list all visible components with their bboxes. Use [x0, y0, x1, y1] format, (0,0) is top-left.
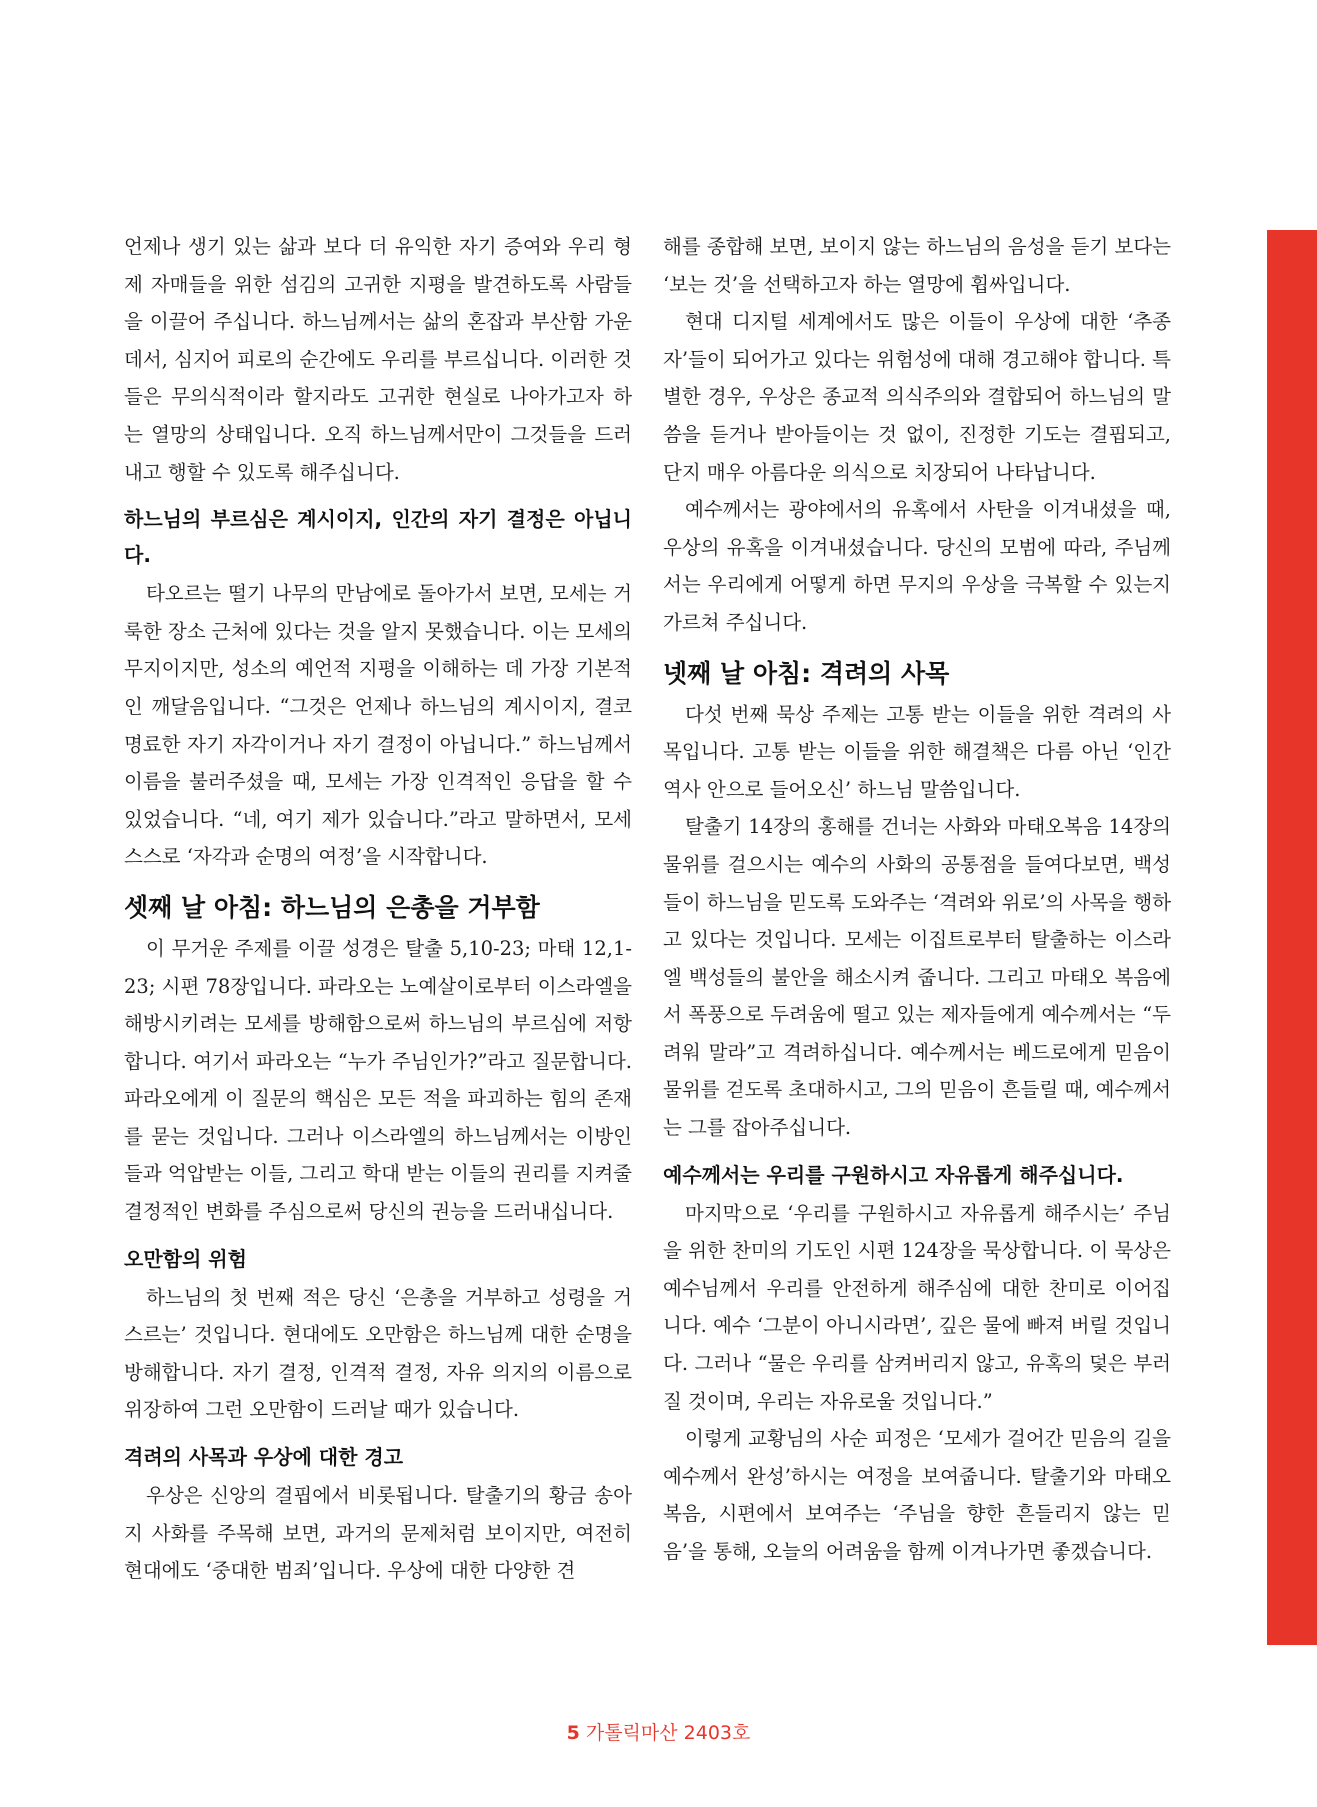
section-heading: 넷째 날 아침: 격려의 사목: [663, 658, 950, 688]
subheading: 하느님의 부르심은 계시이지, 인간의 자기 결정은 아닙니다.: [124, 507, 632, 568]
paragraph: 예수께서는 광야에서의 유혹에서 사탄을 이겨내셨을 때, 우상의 유혹을 이겨내셨습니다. 당신의 모범에 따라, 주님께서는 우리에게 어떻게 하면 무지의 우상을 극복할 수 있는지 가르쳐 주십니다.: [663, 498, 1171, 634]
paragraph: 우상은 신앙의 결핍에서 비롯됩니다. 탈출기의 황금 송아지 사화를 주목해 보면, 과거의 문제처럼 보이지만, 여전히 현대에도 ‘중대한 범죄’입니다. 우상에 대한 다양한 견: [124, 1484, 632, 1583]
paragraph: 해를 종합해 보면, 보이지 않는 하느님의 음성을 듣기 보다는 ‘보는 것’을 선택하고자 하는 열망에 휩싸입니다.: [663, 235, 1171, 296]
right-column: [663, 228, 1171, 1571]
section-heading: 셋째 날 아침: 하느님의 은총을 거부함: [124, 892, 540, 922]
paragraph: 이렇게 교황님의 사순 피정은 ‘모세가 걸어간 믿음의 길을 예수께서 완성’하시는 여정을 보여줍니다. 탈출기와 마태오 복음, 시편에서 보여주는 ‘주님을 향한 흔들리지 않는 믿음’을 통해, 오늘의 어려움을 함께 이겨나가면 좋겠습니다.: [663, 1427, 1171, 1563]
subheading: 격려의 사목과 우상에 대한 경고: [124, 1445, 404, 1470]
subheading: 오만함의 위험: [124, 1246, 247, 1271]
publication-name: 가톨릭마산 2403호: [585, 1722, 751, 1744]
paragraph: 타오르는 떨기 나무의 만남에로 돌아가서 보면, 모세는 거룩한 장소 근처에 있다는 것을 알지 못했습니다. 이는 모세의 무지이지만, 성소의 예언적 지평을 이해하는 데 가장 기본적인 깨달음입니다. “그것은 언제나 하느님의 계시이지, 결코 명료한 자기 자각이거나 자기 결정이 아닙니다.” 하느님께서 이름을 불러주셨을 때, 모세는 가장 인격적인 응답을 할 수 있었습니다. “네, 여기 제가 있습니다.”라고 말하면서, 모세 스스로 ‘자각과 순명의 여정’을 시작합니다.: [124, 582, 632, 869]
subheading: 예수께서는 우리를 구원하시고 자유롭게 해주십니다.: [663, 1162, 1124, 1187]
paragraph: 언제나 생기 있는 삶과 보다 더 유익한 자기 증여와 우리 형제 자매들을 위한 섬김의 고귀한 지평을 발견하도록 사람들을 이끌어 주십니다. 하느님께서는 삶의 혼잡과 부산함 가운데서, 심지어 피로의 순간에도 우리를 부르십니다. 이러한 것들은 무의식적이라 할지라도 고귀한 현실로 나아가고자 하는 열망의 상태입니다. 오직 하느님께서만이 그것들을 드러내고 행할 수 있도록 해주십니다.: [124, 235, 632, 484]
paragraph: 하느님의 첫 번째 적은 당신 ‘은총을 거부하고 성령을 거스르는’ 것입니다. 현대에도 오만함은 하느님께 대한 순명을 방해합니다. 자기 결정, 인격적 결정, 자유 의지의 이름으로 위장하여 그런 오만함이 드러날 때가 있습니다.: [124, 1285, 632, 1422]
paragraph: 이 무거운 주제를 이끌 성경은 탈출 5,10-23; 마태 12,1-23; 시편 78장입니다. 파라오는 노예살이로부터 이스라엘을 해방시키려는 모세를 방해함으로써 하느님의 부르심에 저항합니다. 여기서 파라오는 “누가 주님인가?”라고 질문합니다. 파라오에게 이 질문의 핵심은 모든 적을 파괴하는 힘의 존재를 묻는 것입니다. 그러나 이스라엘의 하느님께서는 이방인들과 억압받는 이들, 그리고 학대 받는 이들의 권리를 지켜줄 결정적인 변화를 주심으로써 당신의 권능을 드러내십니다.: [124, 936, 632, 1224]
paragraph: 마지막으로 ‘우리를 구원하시고 자유롭게 해주시는’ 주님을 위한 찬미의 기도인 시편 124장을 묵상합니다. 이 묵상은 예수님께서 우리를 안전하게 해주심에 대한 찬미로 이어집니다. 예수 ‘그분이 아니시라면’, 깊은 물에 빠져 버릴 것입니다. 그러나 “물은 우리를 삼켜버리지 않고, 유혹의 덫은 부러질 것이며, 우리는 자유로울 것입니다.”: [663, 1201, 1171, 1413]
page-footer: [0, 1718, 1317, 1745]
left-column: [124, 228, 632, 1590]
paragraph: 탈출기 14장의 홍해를 건너는 사화와 마태오복음 14장의 물위를 걸으시는 예수의 사화의 공통점을 들여다보면, 백성들이 하느님을 믿도록 도와주는 ‘격려와 위로’의 사목을 행하고 있다는 것입니다. 모세는 이집트로부터 탈출하는 이스라엘 백성들의 불안을 해소시켜 줍니다. 그리고 마태오 복음에서 폭풍으로 두려움에 떨고 있는 제자들에게 예수께서는 “두려워 말라”고 격려하십니다. 예수께서는 베드로에게 믿음이 물위를 걷도록 초대하시고, 그의 믿음이 흔들릴 때, 예수께서는 그를 잡아주십니다.: [663, 815, 1171, 1140]
accent-bar: [1267, 230, 1317, 1645]
page-number: 5: [566, 1722, 580, 1744]
paragraph: 다섯 번째 묵상 주제는 고통 받는 이들을 위한 격려의 사목입니다. 고통 받는 이들을 위한 해결책은 다름 아닌 ‘인간 역사 안으로 들어오신’ 하느님 말씀입니다.: [663, 702, 1171, 801]
paragraph: 현대 디지털 세계에서도 많은 이들이 우상에 대한 ‘추종자’들이 되어가고 있다는 위험성에 대해 경고해야 합니다. 특별한 경우, 우상은 종교적 의식주의와 결합되어 하느님의 말씀을 듣거나 받아들이는 것 없이, 진정한 기도는 결핍되고, 단지 매우 아름다운 의식으로 치장되어 나타납니다.: [663, 310, 1171, 484]
